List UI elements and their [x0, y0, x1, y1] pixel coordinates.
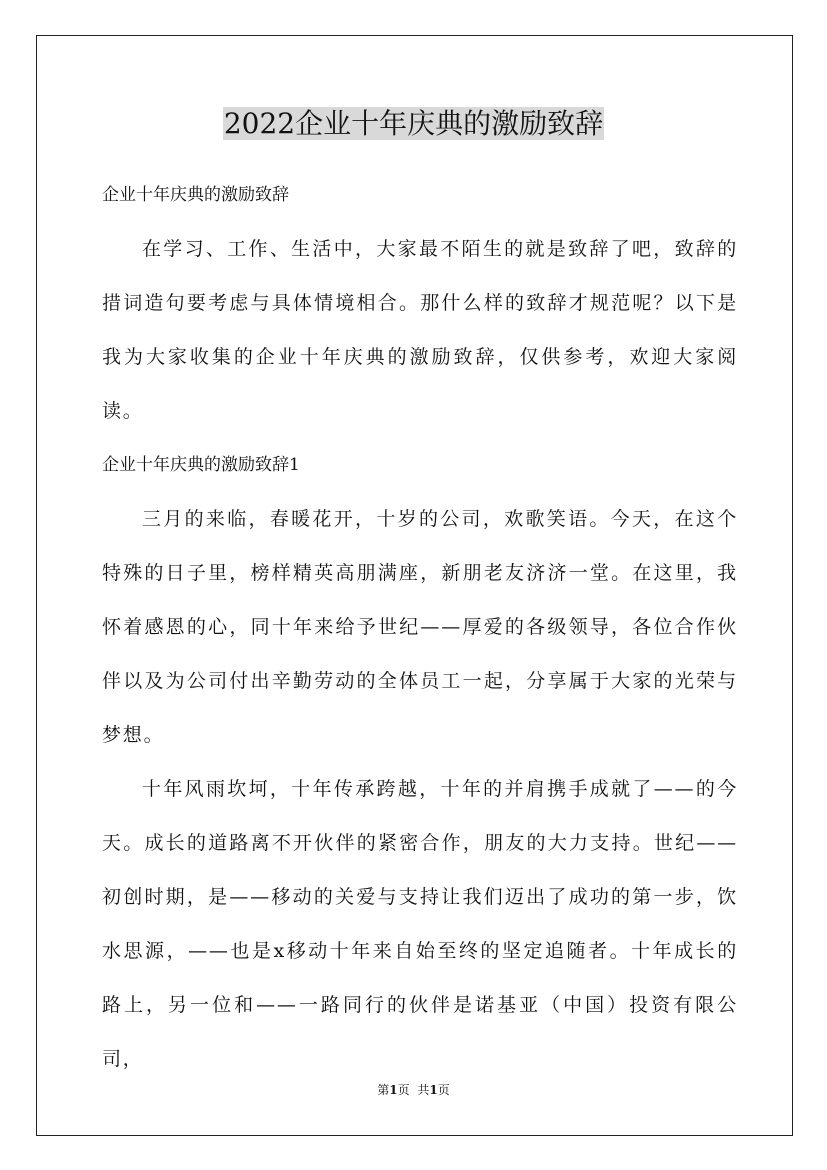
page-footer — [0, 1082, 827, 1098]
section-subtitle: 企业十年庆典的激励致辞 — [102, 185, 289, 205]
footer-page-suffix: 页 — [397, 1083, 410, 1097]
body-paragraph-1: 三月的来临，春暖花开，十岁的公司，欢歌笑语。今天，在这个特殊的日子里，榜样精英高朋满座，新朋老友济济一堂。在这里，我怀着感恩的心，同十年来给予世纪——厚爱的各级领导，各位合作伙伴以及为公司付出辛勤劳动的全体员工一起，分享属于大家的光荣与梦想。 — [102, 508, 738, 746]
footer-total-suffix: 页 — [437, 1083, 450, 1097]
footer-total-pages: 1 — [429, 1083, 438, 1097]
body-paragraph-2: 十年风雨坎坷，十年传承跨越，十年的并肩携手成就了——的今天。成长的道路离不开伙伴的紧密合作，朋友的大力支持。世纪——初创时期，是——移动的关爱与支持让我们迈出了成功的第一步，饮水思源，——也是x移动十年来自始至终的坚定追随者。十年成长的路上，另一位和——一路同行的伙伴是诺基亚（中国）投资有限公司， — [102, 778, 738, 1070]
footer-page-number: 1 — [389, 1083, 398, 1097]
footer-prefix: 第 — [377, 1083, 390, 1097]
document-title — [0, 104, 827, 144]
speech-subtitle: 企业十年庆典的激励致辞1 — [102, 455, 300, 475]
footer-total-prefix: 共 — [417, 1083, 430, 1097]
intro-paragraph: 在学习、工作、生活中，大家最不陌生的就是致辞了吧，致辞的措词造句要考虑与具体情境相合。那什么样的致辞才规范呢？以下是我为大家收集的企业十年庆典的激励致辞，仅供参考，欢迎大家阅读。 — [102, 238, 738, 422]
document-title-text: 2022企业十年庆典的激励致辞 — [223, 107, 604, 140]
